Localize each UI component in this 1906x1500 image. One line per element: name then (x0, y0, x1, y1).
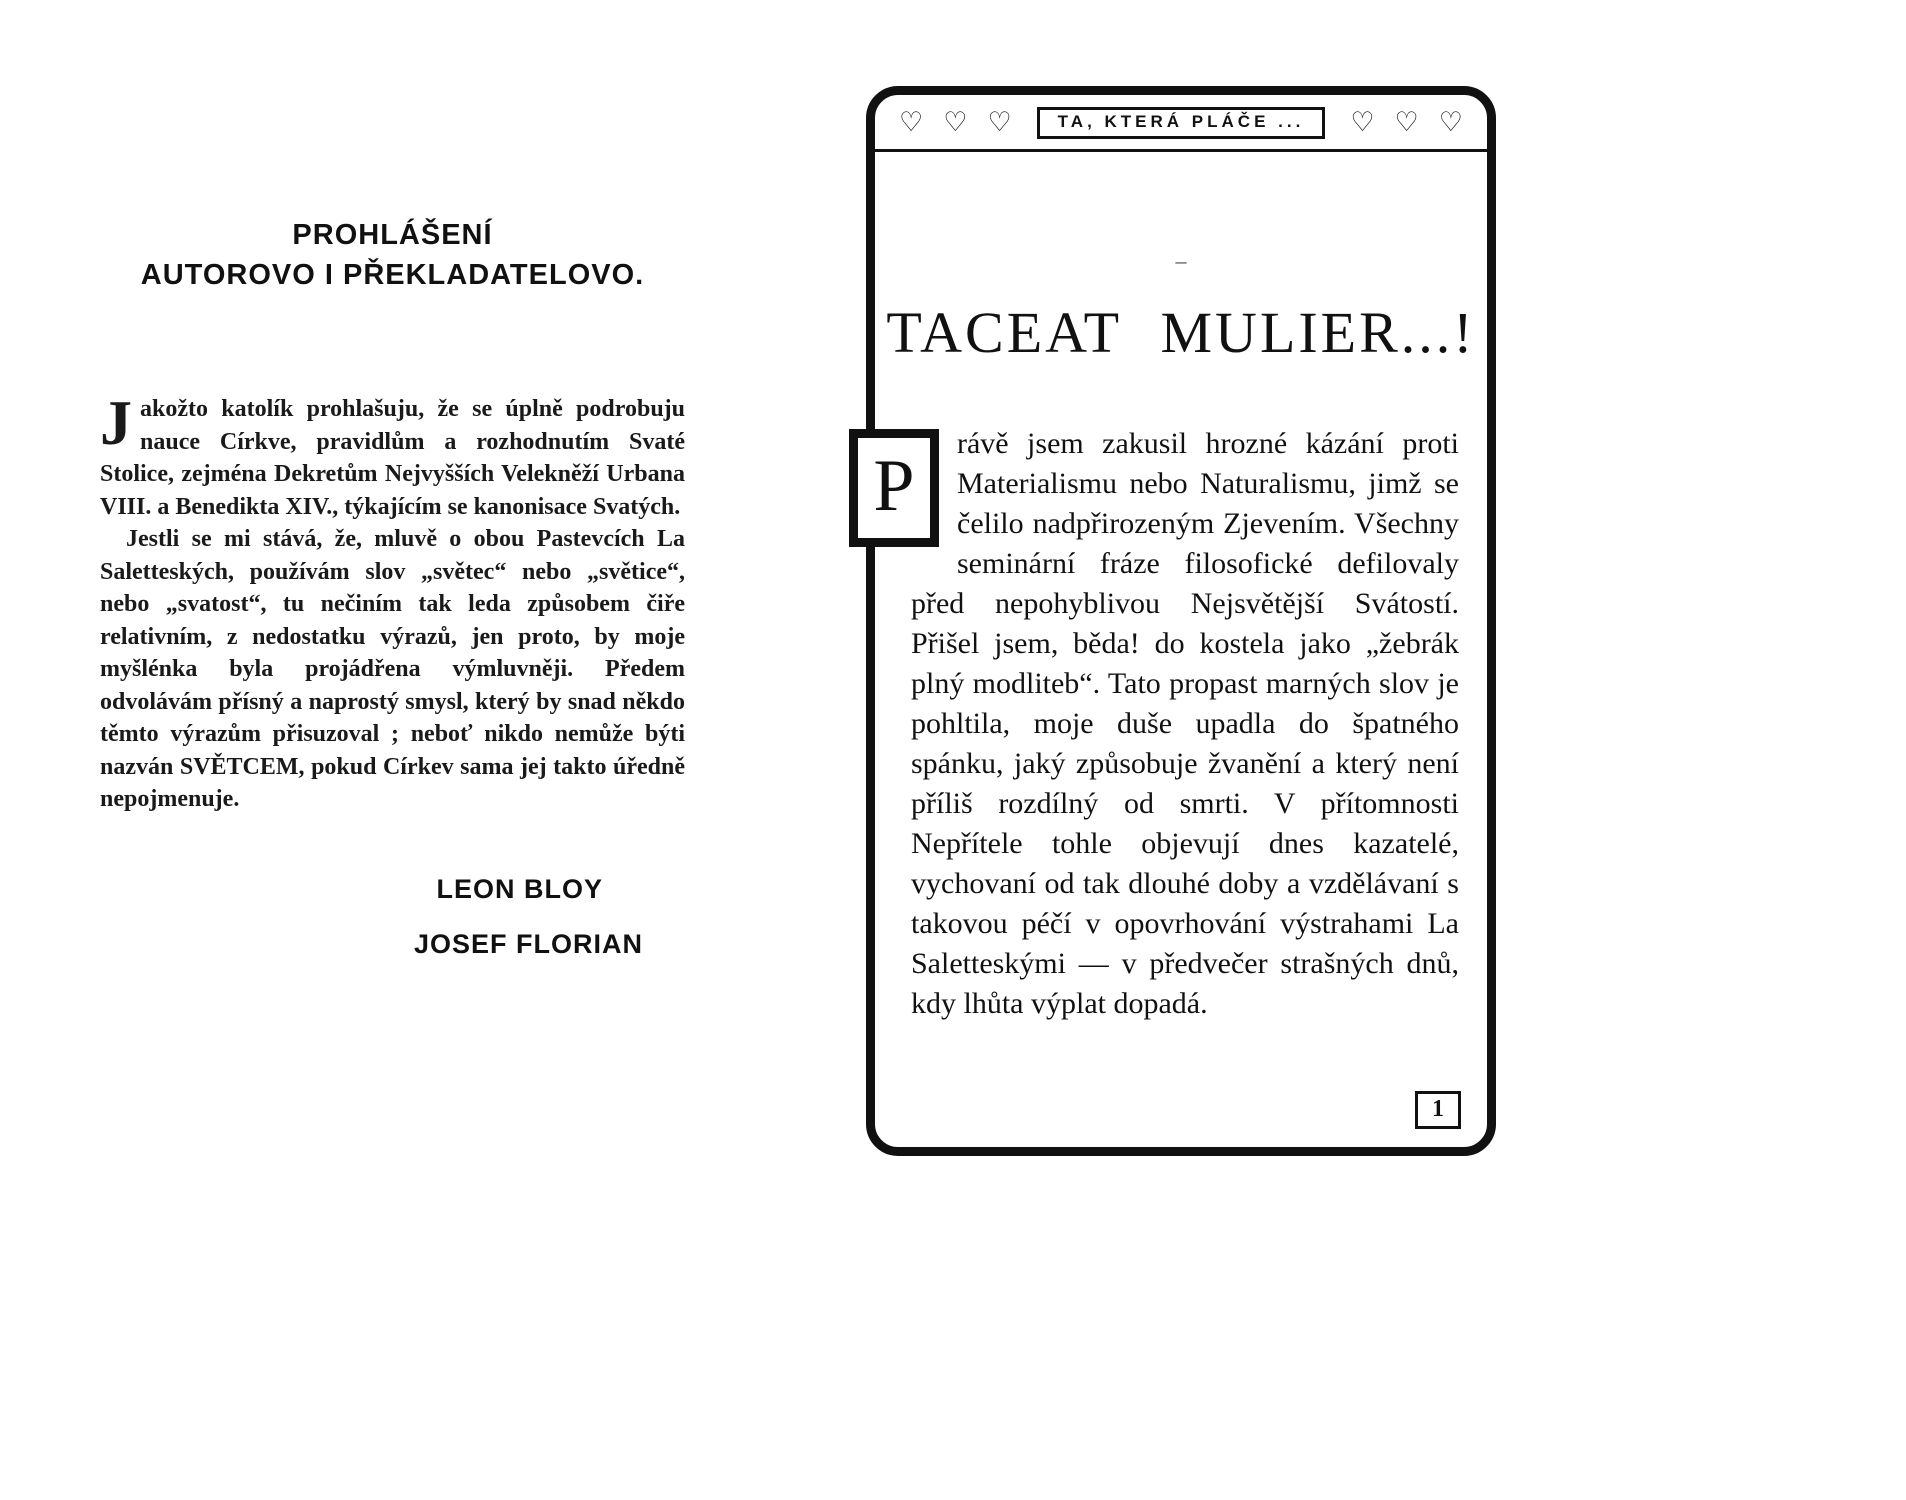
running-header (875, 95, 1487, 152)
heart-icon: ♡ (987, 107, 1012, 138)
heading-line-1: PROHLÁŠENÍ (292, 219, 493, 251)
paragraph-declaration-text: akožto katolík prohlašuju, že se úplně podrobuju nauce Církve, pravidlům a rozhodnutím Svaté Stolice, zejména Dekretům Nejvyšších Velekněží Urbana VIII. a Benedikta XIV., týkajícím se kanonisace Svatých. (100, 396, 685, 520)
right-page-frame (866, 86, 1496, 1156)
left-page-body (100, 387, 685, 816)
chapter-body (875, 424, 1487, 1024)
ornament-mark: – (1175, 248, 1187, 273)
dropcap-p-box (849, 429, 939, 547)
heart-icon: ♡ (943, 107, 968, 138)
signatures (100, 874, 685, 960)
dropcap-j: J (100, 387, 132, 458)
heart-icon: ♡ (899, 107, 924, 138)
heading-line-2: AUTOROVO I PŘEKLADATELOVO. (140, 259, 645, 291)
hearts-right (1350, 108, 1463, 138)
paragraph-explanation: Jestli se mi stává, že, mluvě o obou Pastevcích La Saletteských, používám slov „světec“ nebo „světice“, nebo „svatost“, tu nečiním tak leda způsobem čiře relativním, z nedostatku výrazů, jen proto, by moje myšlénka byla projádřena výmluvněji. Předem odvolávám přísný a naprostý smysl, který by snad někdo těmto výrazům přisuzoval ; neboť nikdo nemůže býti nazván SVĚTCEM, pokud Církev sama jej takto úředně nepojmenuje. (100, 526, 685, 812)
paragraph-declaration (100, 387, 685, 523)
chapter-body-text: rávě jsem zakusil hrozné kázání proti Materialismu nebo Naturalismu, jimž se čelilo nadpřirozeným Zjevením. Všechny seminární fráze filosofické defilovaly před nepohyblivou Nejsvětější Svátostí. Přišel jsem, běda! do kostela jako „žebrák plný modliteb“. Tato propast marných slov je pohltila, moje duše upadla do špatného spánku, jaký způsobuje žvanění a který není příliš rozdílný od smrti. V přítomnosti Nepřítele tohle objevují dnes kazatelé, vychovaní od tak dlouhé doby a vzdělávaní s takovou péčí v opovrhování výstrahami La Saletteskými — v předvečer strašných dnů, kdy lhůta výplat dopadá. (911, 427, 1459, 1020)
heart-icon: ♡ (1350, 107, 1375, 138)
page-number-badge: 1 (1415, 1091, 1461, 1129)
signature-leon-bloy: LEON BLOY (436, 873, 603, 904)
chapter-title: TACEAT MULIER...! (886, 300, 1476, 365)
hearts-left (899, 108, 1012, 138)
running-title-box: TA, KTERÁ PLÁČE ... (1037, 107, 1326, 139)
left-page-heading (100, 215, 685, 295)
heart-icon: ♡ (1394, 107, 1419, 138)
left-page (100, 215, 685, 960)
heart-icon: ♡ (1438, 107, 1463, 138)
signature-josef-florian: JOSEF FLORIAN (413, 928, 643, 959)
dropcap-p: P (873, 445, 915, 527)
